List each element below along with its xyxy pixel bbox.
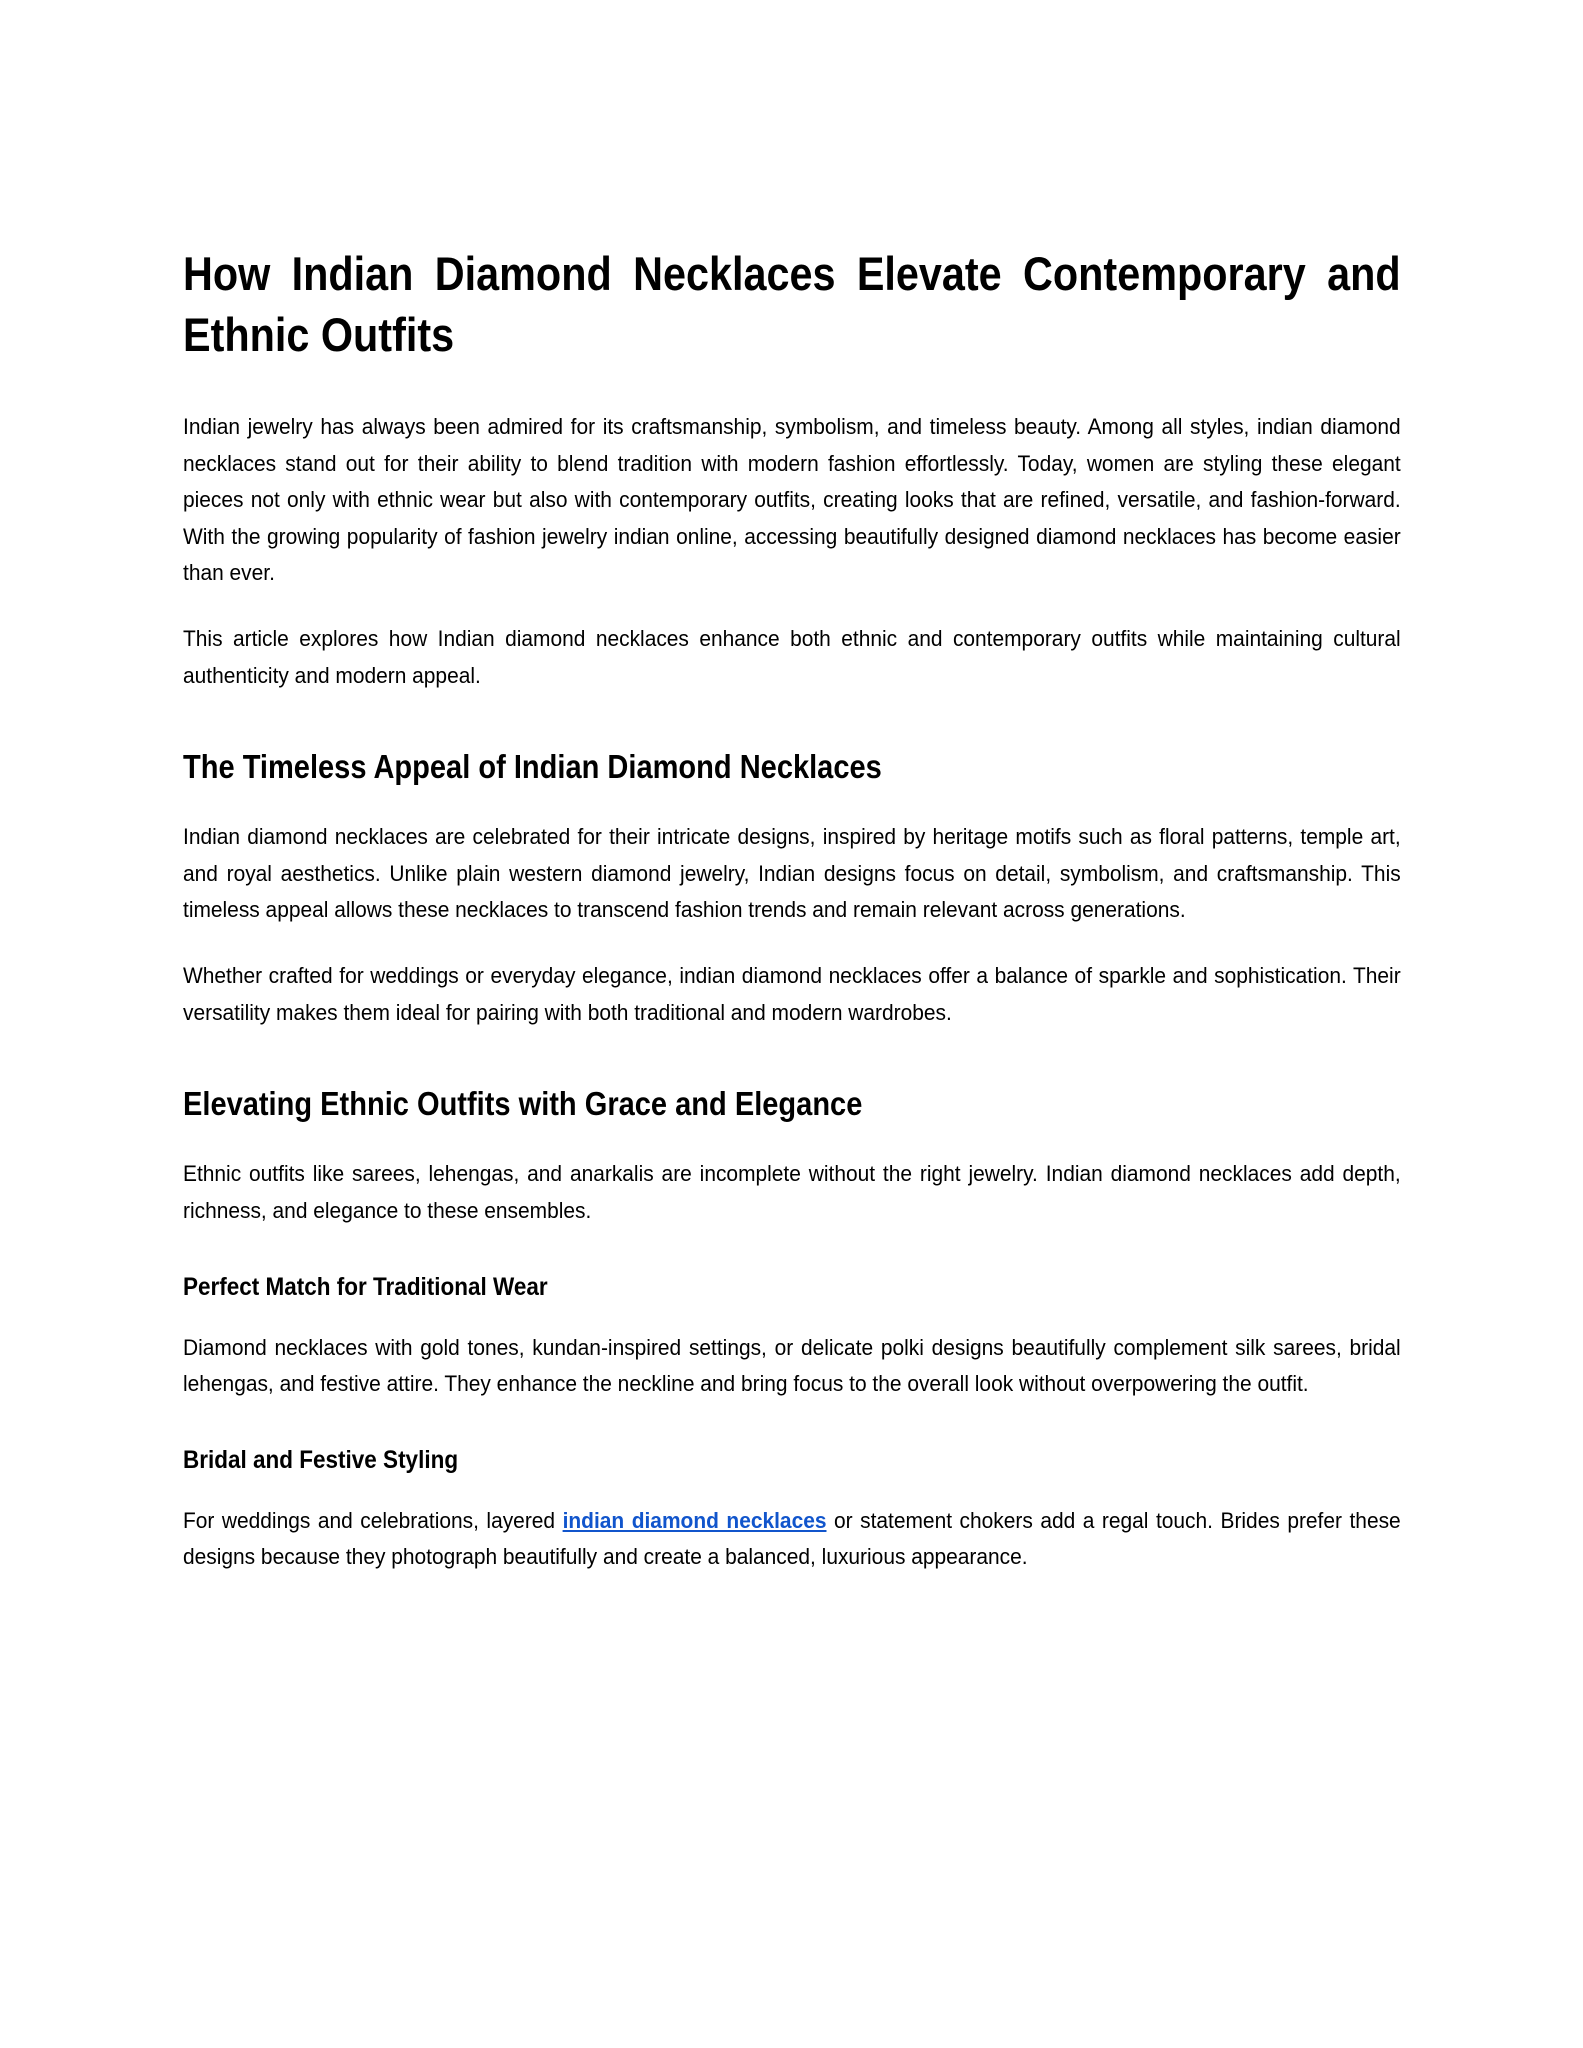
subsection-2-paragraph-1 [183, 1503, 1401, 1576]
document-content [183, 243, 1401, 1576]
intro-paragraph-2: This article explores how Indian diamond necklaces enhance both ethnic and contemporary outfits while maintaining cultural authenticity and modern appeal. [183, 626, 1401, 688]
section-2-paragraph-1: Ethnic outfits like sarees, lehengas, and anarkalis are incomplete without the right jewelry. Indian diamond necklaces add depth, richness, and elegance to these ensembles. [183, 1161, 1401, 1223]
intro-paragraph-1: Indian jewelry has always been admired for its craftsmanship, symbolism, and timeless beauty. Among all styles, indian diamond necklaces stand out for their ability to blend tradition with modern fashion effortlessly. Today, women are styling these elegant pieces not only with ethnic wear but also with contemporary outfits, creating looks that are refined, versatile, and fashion-forward. With the growing popularity of fashion jewelry indian online, accessing beautifully designed diamond necklaces has become easier than ever. [183, 414, 1401, 585]
subsection-1-paragraph-1: Diamond necklaces with gold tones, kundan-inspired settings, or delicate polki designs beautifully complement silk sarees, bridal lehengas, and festive attire. They enhance the neckline and bring focus to the overall look without overpowering the outfit. [183, 1334, 1401, 1397]
subsection-heading-bridal-festive: Bridal and Festive Styling [183, 1446, 459, 1475]
section-heading-elevating-ethnic-outfits: Elevating Ethnic Outfits with Grace and Elegance [183, 1085, 863, 1123]
paragraph-text-after-link: or statement chokers add a regal touch. Brides prefer these designs because they photograph beautifully and create a balanced, luxurious appearance. [183, 1507, 1401, 1570]
section-heading-timeless-appeal: The Timeless Appeal of Indian Diamond Necklaces [183, 748, 882, 786]
section-1-paragraph-1: Indian diamond necklaces are celebrated for their intricate designs, inspired by heritage motifs such as floral patterns, temple art, and royal aesthetics. Unlike plain western diamond jewelry, Indian designs focus on detail, symbolism, and craftsmanship. This timeless appeal allows these necklaces to transcend fashion trends and remain relevant across generations. [183, 824, 1401, 923]
subsection-heading-perfect-match: Perfect Match for Traditional Wear [183, 1273, 548, 1302]
page-title: How Indian Diamond Necklaces Elevate Contemporary and Ethnic Outfits [183, 247, 1401, 362]
section-1-paragraph-2: Whether crafted for weddings or everyday elegance, indian diamond necklaces offer a balance of sparkle and sophistication. Their versatility makes them ideal for pairing with both traditional and modern wardrobes. [183, 963, 1401, 1025]
paragraph-text-before-link: For weddings and celebrations, layered [183, 1507, 563, 1533]
indian-diamond-necklaces-link[interactable]: indian diamond necklaces [562, 1507, 827, 1533]
